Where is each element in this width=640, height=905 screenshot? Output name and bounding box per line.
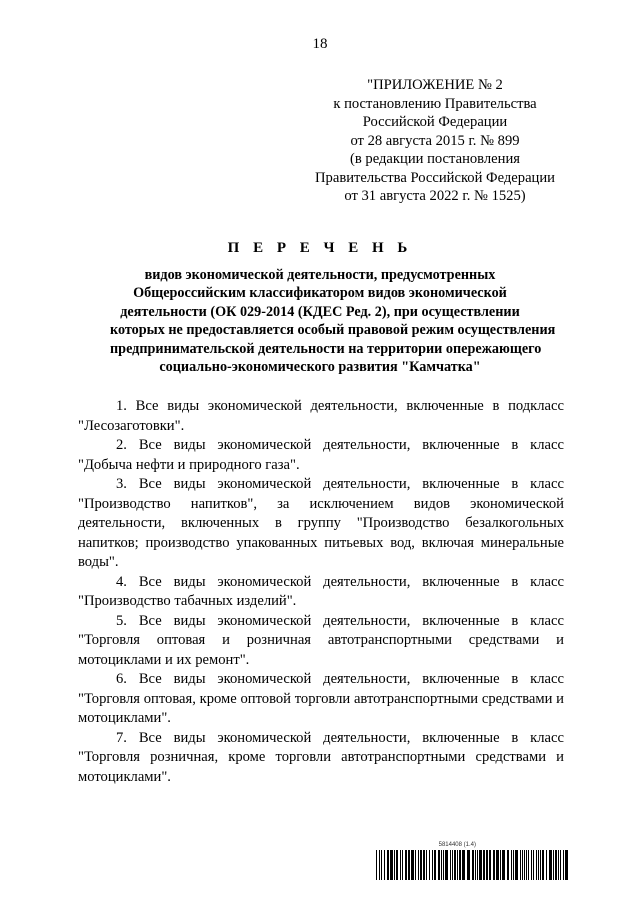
list-items: [78, 397, 564, 787]
subtitle-line: Общероссийским классификатором видов экономической: [133, 285, 507, 302]
document-title: П Е Р Е Ч Е Н Ь: [227, 240, 413, 256]
appendix-line: (в редакции постановления: [350, 151, 520, 167]
list-item: 1. Все виды экономической деятельности, включенные в подкласс "Лесозаготовки".: [78, 398, 564, 434]
list-item: 5. Все виды экономической деятельности, включенные в класс "Торговля оптовая и розничная автотранспортными средствами и мотоциклами и их ремонт".: [78, 612, 564, 668]
list-item: 4. Все виды экономической деятельности, включенные в класс "Производство табачных изделий".: [78, 573, 564, 609]
page-number: 18: [312, 36, 328, 52]
appendix-line: "ПРИЛОЖЕНИЕ № 2: [367, 77, 503, 93]
appendix-header: [300, 76, 570, 206]
appendix-line: Российской Федерации: [362, 114, 508, 130]
barcode-block: [376, 842, 568, 882]
barcode-icon: [376, 850, 568, 880]
appendix-line: от 31 августа 2022 г. № 1525): [344, 188, 526, 204]
appendix-line: от 28 августа 2015 г. № 899: [350, 132, 520, 149]
subtitle-line: предпринимательской деятельности на территории опережающего: [110, 340, 542, 357]
appendix-line: Правительства Российской Федерации: [315, 169, 555, 186]
subtitle-line: деятельности (ОК 029-2014 (КДЕС Ред. 2), при осуществлении: [120, 303, 520, 320]
subtitle-line: видов экономической деятельности, предусмотренных: [144, 267, 496, 283]
list-item: 6. Все виды экономической деятельности, включенные в класс "Торговля оптовая, кроме оптовой торговли автотранспортными средствами и мотоциклами".: [78, 671, 564, 726]
subtitle-line: которых не предоставляется особый правовой режим осуществления: [110, 322, 556, 339]
subtitle-line: социально-экономического развития "Камчатка": [159, 359, 481, 376]
barcode-number: 5814408 (1.4): [438, 842, 476, 848]
list-item: 7. Все виды экономической деятельности, включенные в класс "Торговля розничная, кроме торговли автотранспортными средствами и мотоциклами".: [78, 729, 564, 785]
list-item: 2. Все виды экономической деятельности, включенные в класс "Добыча нефти и природного газа".: [78, 437, 564, 473]
list-item: 3. Все виды экономической деятельности, включенные в класс "Производство напитков", за исключением видов экономической деятельности, включенных в группу "Производство безалкогольных напитков; производство упакованных питьевых вод, включая минеральные воды".: [78, 476, 564, 570]
appendix-line: к постановлению Правительства: [333, 95, 537, 112]
document-subtitle: [110, 266, 556, 376]
